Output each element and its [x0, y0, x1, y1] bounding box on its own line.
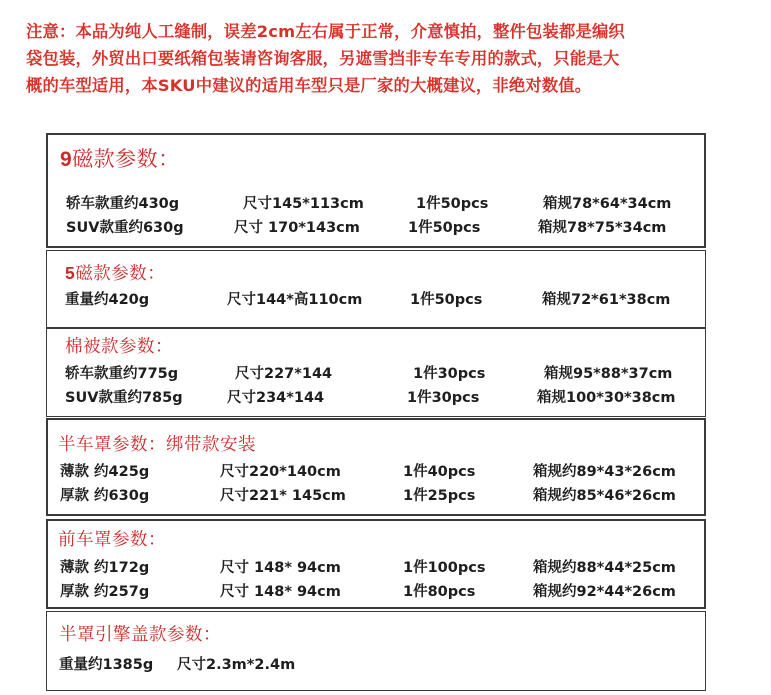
spec-box: 箱规72*61*38cm [542, 292, 671, 308]
spec-qty: 1件30pcs [413, 366, 486, 382]
spec-qty: 1件30pcs [407, 390, 480, 406]
spec-qty: 1件40pcs [403, 464, 476, 480]
section-title [60, 143, 180, 173]
spec-weight: 薄款 约172g [60, 560, 150, 576]
spec-box: 箱规约89*43*26cm [533, 464, 676, 480]
section-title [65, 333, 173, 358]
spec-qty: 1件100pcs [403, 560, 486, 576]
spec-row [48, 192, 704, 214]
spec-size: 尺寸145*113cm [243, 196, 364, 212]
spec-size: 尺寸227*144 [235, 366, 333, 382]
spec-weight: 轿车款重约775g [65, 366, 179, 382]
spec-section-9-magnet [46, 133, 706, 248]
spec-weight: 重量约1385g [59, 657, 154, 673]
spec-qty: 1件50pcs [408, 220, 481, 236]
section-title-number: 9 [60, 148, 73, 171]
spec-row [47, 288, 705, 310]
spec-section-5-magnet [46, 250, 706, 328]
section-title [65, 260, 165, 285]
section-title-text: 磁款参数： [72, 147, 180, 171]
spec-size: 尺寸 148* 94cm [220, 584, 341, 600]
section-title [58, 431, 256, 456]
spec-weight: SUV款重约785g [65, 390, 183, 406]
spec-qty: 1件50pcs [416, 196, 489, 212]
spec-box: 箱规95*88*37cm [544, 366, 673, 382]
spec-weight: 厚款 约257g [60, 584, 150, 600]
spec-weight: 厚款 约630g [60, 488, 150, 504]
spec-weight: 薄款 约425g [60, 464, 150, 480]
spec-row [48, 484, 704, 506]
spec-qty: 1件50pcs [410, 292, 483, 308]
spec-row [47, 386, 705, 408]
spec-row [48, 460, 704, 482]
spec-section-hood-cover [46, 611, 706, 691]
spec-box: 箱规约88*44*25cm [533, 560, 676, 576]
spec-row [48, 216, 704, 238]
spec-size: 尺寸220*140cm [220, 464, 341, 480]
spec-row [47, 362, 705, 384]
spec-box: 箱规100*30*38cm [537, 390, 676, 406]
spec-size: 尺寸2.3m*2.4m [177, 657, 296, 673]
spec-row [47, 653, 705, 675]
spec-qty: 1件25pcs [403, 488, 476, 504]
section-title-text: 棉被款参数： [65, 337, 173, 357]
spec-size: 尺寸221* 145cm [220, 488, 346, 504]
spec-box: 箱规约92*44*26cm [533, 584, 676, 600]
spec-qty: 1件80pcs [403, 584, 476, 600]
section-title [58, 526, 166, 551]
spec-section-quilt [46, 328, 706, 417]
spec-weight: 重量约420g [65, 292, 150, 308]
section-title-number: 5 [65, 263, 76, 283]
notice-line-2: 袋包装，外贸出口要纸箱包装请咨询客服，另遮雪挡非专车专用的款式，只能是大 [26, 49, 620, 68]
notice-text [26, 18, 752, 99]
section-title-text: 半车罩参数：绑带款安装 [58, 435, 256, 455]
spec-box: 箱规78*64*34cm [543, 196, 672, 212]
spec-size: 尺寸144*高110cm [227, 292, 363, 308]
spec-section-half-cover [46, 418, 706, 516]
section-title-text: 磁款参数： [75, 264, 166, 284]
notice-line-1: 注意：本品为纯人工缝制，误差2cm左右属于正常，介意慎拍，整件包装都是编织 [26, 22, 625, 41]
section-title [59, 621, 221, 646]
spec-size: 尺寸234*144 [227, 390, 325, 406]
notice-line-3: 概的车型适用，本SKU中建议的适用车型只是厂家的大概建议，非绝对数值。 [26, 76, 592, 95]
section-title-text: 前车罩参数： [58, 530, 166, 550]
spec-box: 箱规78*75*34cm [538, 220, 667, 236]
section-title-text: 半罩引擎盖款参数： [59, 625, 221, 645]
spec-weight: 轿车款重约430g [66, 196, 180, 212]
spec-size: 尺寸 148* 94cm [220, 560, 341, 576]
spec-section-front-cover [46, 519, 706, 609]
spec-row [48, 580, 704, 602]
spec-size: 尺寸 170*143cm [234, 220, 360, 236]
spec-box: 箱规约85*46*26cm [533, 488, 676, 504]
spec-row [48, 556, 704, 578]
spec-weight: SUV款重约630g [66, 220, 184, 236]
